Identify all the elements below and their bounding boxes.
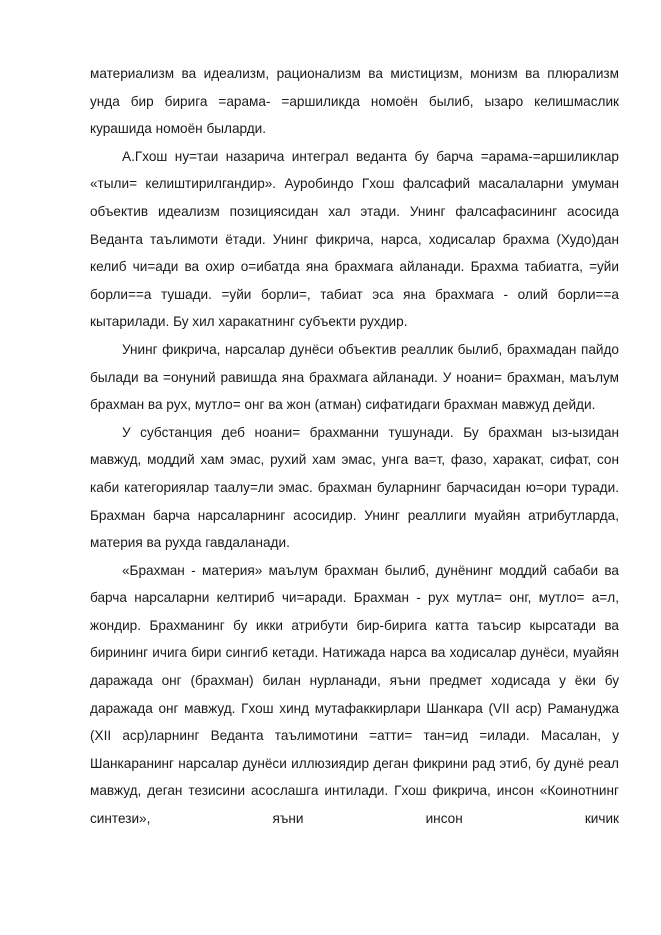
paragraph-1: материализм ва идеализм, рационализм ва мистицизм, монизм ва плюрализм унда бир бирига =арама- =аршиликда номоён былиб, ызаро келишмаслик курашида номоён быларди. — [90, 66, 619, 137]
paragraph-4: У субстанция деб ноани= брахманни тушунади. Бу брахман ыз-ызидан мавжуд, моддий хам эмас, рухий хам эмас, унга ва=т, фазо, харакат, сифат, сон каби категориялар таалу=ли эмас. брахман буларнинг барчасидан ю=ори туради. Брахман барча нарсаларнинг асосидир. Унинг реаллиги муайян атрибутларда, материя ва рухда гавдаланади. — [90, 424, 619, 551]
paragraph-5: «Брахман - материя» маълум брахман былиб, дунёнинг моддий сабаби ва барча нарсаларни келтириб чи=аради. Брахман - рух мутла= онг, мутло= а=л, жондир. Брахманинг бу икки атрибути бир-бирига катта таъсир кырсатади ва бирининг ичига бири сингиб кетади. Натижада нарса ва ходисалар дунёси, муайян даражада онг (брахман) билан нурланади, яъни предмет ходисада у ёки бу даражада онг мавжуд. Гхош хинд мутафаккирлари Шанкара (VII аср) Рамануджа (XII аср)ларнинг Веданта таълимотини =атти= тан=ид =илади. Масалан, у Шанкаранинг нарсалар дунёси иллюзиядир деган фикрини рад этиб, бу дунё реал мавжуд, деган тезисини асослашга интилади. Гхош фикрича, инсон «Коинотнинг синтези», яъни инсон кичик — [90, 562, 619, 827]
document-page — [90, 60, 619, 833]
paragraph-2: А.Гхош ну=таи назарича интеграл веданта бу барча =арама-=аршиликлар «тыли= келиштирилгандир». Ауробиндо Гхош фалсафий масалаларни умуман объектив идеализм позициясидан хал этади. Унинг фалсафасининг асосида Веданта таълимоти ётади. Унинг фикрича, нарса, ходисалар брахма (Худо)дан келиб чи=ади ва охир о=ибатда яна брахмага айланади. Брахма табиатга, =уйи борли==а тушади. =уйи борли=, табиат эса яна брахмага - олий борли==а кытарилади. Бу хил харакатнинг субъекти рухдир. — [90, 148, 619, 330]
paragraph-3: Унинг фикрича, нарсалар дунёси объектив реаллик былиб, брахмадан пайдо былади ва =онуний равишда яна брахмага айланади. У ноани= брахман, маълум брахман ва рух, мутло= онг ва жон (атман) сифатидаги брахман мавжуд дейди. — [90, 341, 619, 413]
